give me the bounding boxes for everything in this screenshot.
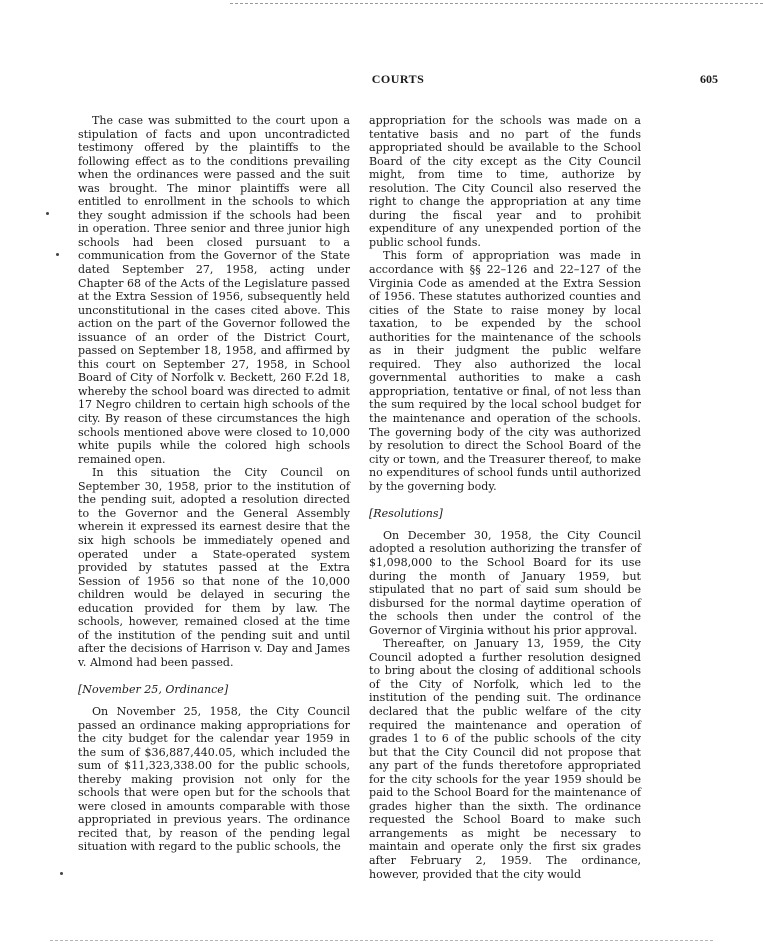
top-scan-border <box>230 3 763 4</box>
scan-speck <box>46 212 49 215</box>
left-paragraph-1: The case was submitted to the court upon a stipulation of facts and upon uncontradicted testimony offered by the plaintiffs to the following effect as to the conditions prevailing when the ordinances were passed and the suit was brought. The minor plaintiffs were all entitled to enrollment in the schools to which they sought admission if the schools had been in operation. Three senior and three junior high schools had been closed pursuant to a communication from the Governor of the State dated September 27, 1958, acting under Chapter 68 of the Acts of the Legislature passed at the Extra Session of 1956, subsequently held unconstitutional in the cases cited above. This action on the part of the Governor followed the issuance of an order of the District Court, passed on September 18, 1958, and affirmed by this court on September 27, 1958, in School Board of City of Norfolk v. Beckett, 260 F.2d 18, whereby the school board was directed to admit 17 Negro children to certain high schools of the city. By reason of these circumstances the high schools mentioned above were closed to 10,000 white pupils while the colored high schools remained open. <box>78 114 350 466</box>
right-paragraph-1: appropriation for the schools was made on a tentative basis and no part of the funds appropriated should be available to the School Board of the city except as the City Council might, from time to time, authorize by resolution. The City Council also reserved the right to change the appropriation at any time during the fiscal year and to prohibit expenditure of any unexpended portion of the public school funds. <box>369 114 641 249</box>
left-paragraph-3: On November 25, 1958, the City Council passed an ordinance making appropriations for the city budget for the calendar year 1959 in the sum of $36,887,440.05, which included the sum of $11,323,338.00 for the public schools, thereby making provision not only for the schools that were open but for the schools that were closed in amounts comparable with those appropriated in previous years. The ordinance recited that, by reason of the pending legal situation with regard to the public schools, the <box>78 704 350 854</box>
scan-speck <box>60 872 63 875</box>
section-heading-resolutions: [Resolutions] <box>369 507 443 521</box>
left-column <box>78 114 350 854</box>
bottom-scan-border <box>50 940 713 941</box>
right-paragraph-3: On December 30, 1958, the City Council adopted a resolution authorizing the transfer of $1,098,000 to the School Board for its use during the month of January 1959, but stipulated that no part of said sum should be disbursed for the normal daytime operation of the schools then under the control of the Governor of Virginia without his prior approval. <box>369 528 641 637</box>
scan-speck <box>56 253 59 256</box>
right-column <box>369 114 641 881</box>
section-gap <box>369 493 641 507</box>
right-paragraph-2: This form of appropriation was made in accordance with §§ 22–126 and 22–127 of the Virginia Code as amended at the Extra Session of 1956. These statutes authorized counties and cities of the State to raise money by local taxation, to be expended by the school authorities for the maintenance of the schools as in their judgment the public welfare required. They also authorized the local governmental authorities to make a cash appropriation, tentative or final, of not less than the sum required by the local school budget for the maintenance and operation of the schools. The governing body of the city was authorized by resolution to direct the School Board of the city or town, and the Treasurer thereof, to make no expenditures of school funds until authorized by the governing body. <box>369 249 641 493</box>
section-gap <box>78 669 350 683</box>
page-number: 605 <box>700 72 718 86</box>
section-heading-november-ordinance: [November 25, Ordinance] <box>78 683 229 697</box>
running-head <box>78 72 718 88</box>
running-title: COURTS <box>371 72 425 86</box>
right-paragraph-4: Thereafter, on January 13, 1959, the City Council adopted a further resolution designed to bring about the closing of additional schools of the City of Norfolk, which led to the institution of the pending suit. The ordinance declared that the public welfare of the city required the maintenance and operation of grades 1 to 6 of the public schools of the city but that the City Council did not propose that any part of the funds theretofore appropriated for the city schools for the year 1959 should be paid to the School Board for the maintenance of grades higher than the sixth. The ordinance requested the School Board to make such arrangements as might be necessary to maintain and operate only the first six grades after February 2, 1959. The ordinance, however, provided that the city would <box>369 637 641 881</box>
section-gap <box>369 521 641 529</box>
left-paragraph-2: In this situation the City Council on September 30, 1958, prior to the institution of the pending suit, adopted a resolution directed to the Governor and the General Assembly wherein it expressed its earnest desire that the six high schools be immediately opened and operated under a State-operated system provided by statutes passed at the Extra Session of 1956 so that none of the 10,000 children would be delayed in securing the education provided for them by law. The schools, however, remained closed at the time of the institution of the pending suit and until after the decisions of Harrison v. Day and James v. Almond had been passed. <box>78 466 350 669</box>
section-gap <box>78 697 350 705</box>
